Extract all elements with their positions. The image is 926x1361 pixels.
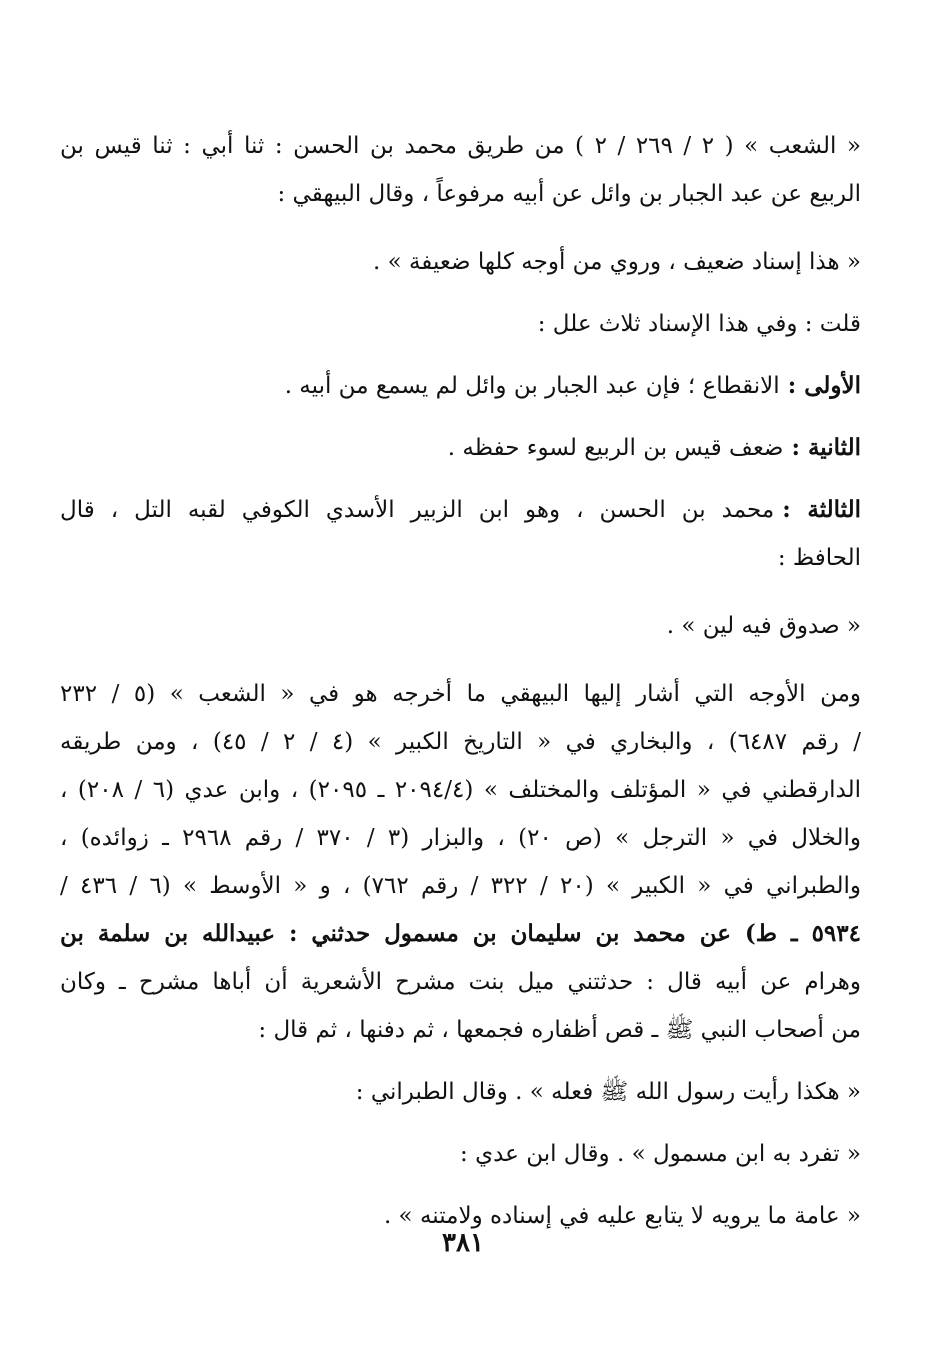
text-line-17: من أصحاب النبي ﷺ ـ قص أظفاره فجمعها ، ثم دفنها ، ثم قال : [258,1017,861,1043]
second-defect-text: ضعف قيس بن الربيع لسوء حفظه . [447,435,784,461]
text-line-11: / رقم ٦٤٨٧) ، والبخاري في « التاريخ الكبير » (٤ / ٢ / ٤٥) ، ومن طريقه [60,729,862,755]
first-defect-text: الانقطاع ؛ فإن عبد الجبار بن وائل لم يسمع من أبيه . [284,373,780,399]
second-defect-label: الثانية : [791,434,861,461]
text-line-2: الربيع عن عبد الجبار بن وائل عن أبيه مرفوعاً ، وقال البيهقي : [277,181,861,207]
text-line-16: وهرام عن أبيه قال : حدثتني ميل بنت مشرح الأشعرية أن أباها مشرح ـ وكان [60,969,861,995]
second-defect-line [60,424,861,472]
first-defect-label: الأولى : [787,372,861,399]
text-line-10: ومن الأوجه التي أشار إليها البيهقي ما أخرجه هو في « الشعب » (٥ / ٢٣٢ [60,681,862,707]
third-defect-text: محمد بن الحسن ، وهو ابن الزبير الأسدي الكوفي لقبه التل ، قال [60,497,775,523]
text-line-8: الحافظ : [777,545,861,571]
quote-line-3: « هذا إسناد ضعيف ، وروي من أوجه كلها ضعيفة » . [372,249,861,275]
quote-line-20: « عامة ما يرويه لا يتابع عليه في إسناده ولامتنه » . [383,1203,861,1229]
third-defect-label: الثالثة : [782,496,862,523]
text-line-15: ٥٩٣٤ ـ ط) عن محمد بن سليمان بن مسمول حدثني : عبيدالله بن سلمة بن [60,920,861,947]
quote-line-19: « تفرد به ابن مسمول » . وقال ابن عدي : [460,1141,861,1167]
text-line-1: « الشعب » ( ٢ / ٢٦٩ / ٢ ) من طريق محمد بن الحسن : ثنا أبي : ثنا قيس بن [60,133,862,159]
page-number: ٣٨١ [442,1228,484,1258]
text-line-12: الدارقطني في « المؤتلف والمختلف » (٢٠٩٤/٤ ـ ٢٠٩٥) ، وابن عدي (٦ / ٢٠٨) ، [60,777,861,803]
third-defect-line [60,486,861,534]
text-line-4: قلت : وفي هذا الإسناد ثلاث علل : [537,311,861,337]
text-line-13: والخلال في « الترجل » (ص ٢٠) ، والبزار (٣ / ٣٧٠ / رقم ٢٩٦٨ ـ زوائده) ، [60,825,862,851]
first-defect-line [60,362,861,410]
quote-line-18: « هكذا رأيت رسول الله ﷺ فعله » . وقال الطبراني : [355,1079,861,1105]
quote-line-9: « صدوق فيه لين » . [666,613,861,639]
text-line-14: والطبراني في « الكبير » (٢٠ / ٣٢٢ / رقم ٧٦٢) ، و « الأوسط » (٦ / ٤٣٦ / [60,873,861,899]
